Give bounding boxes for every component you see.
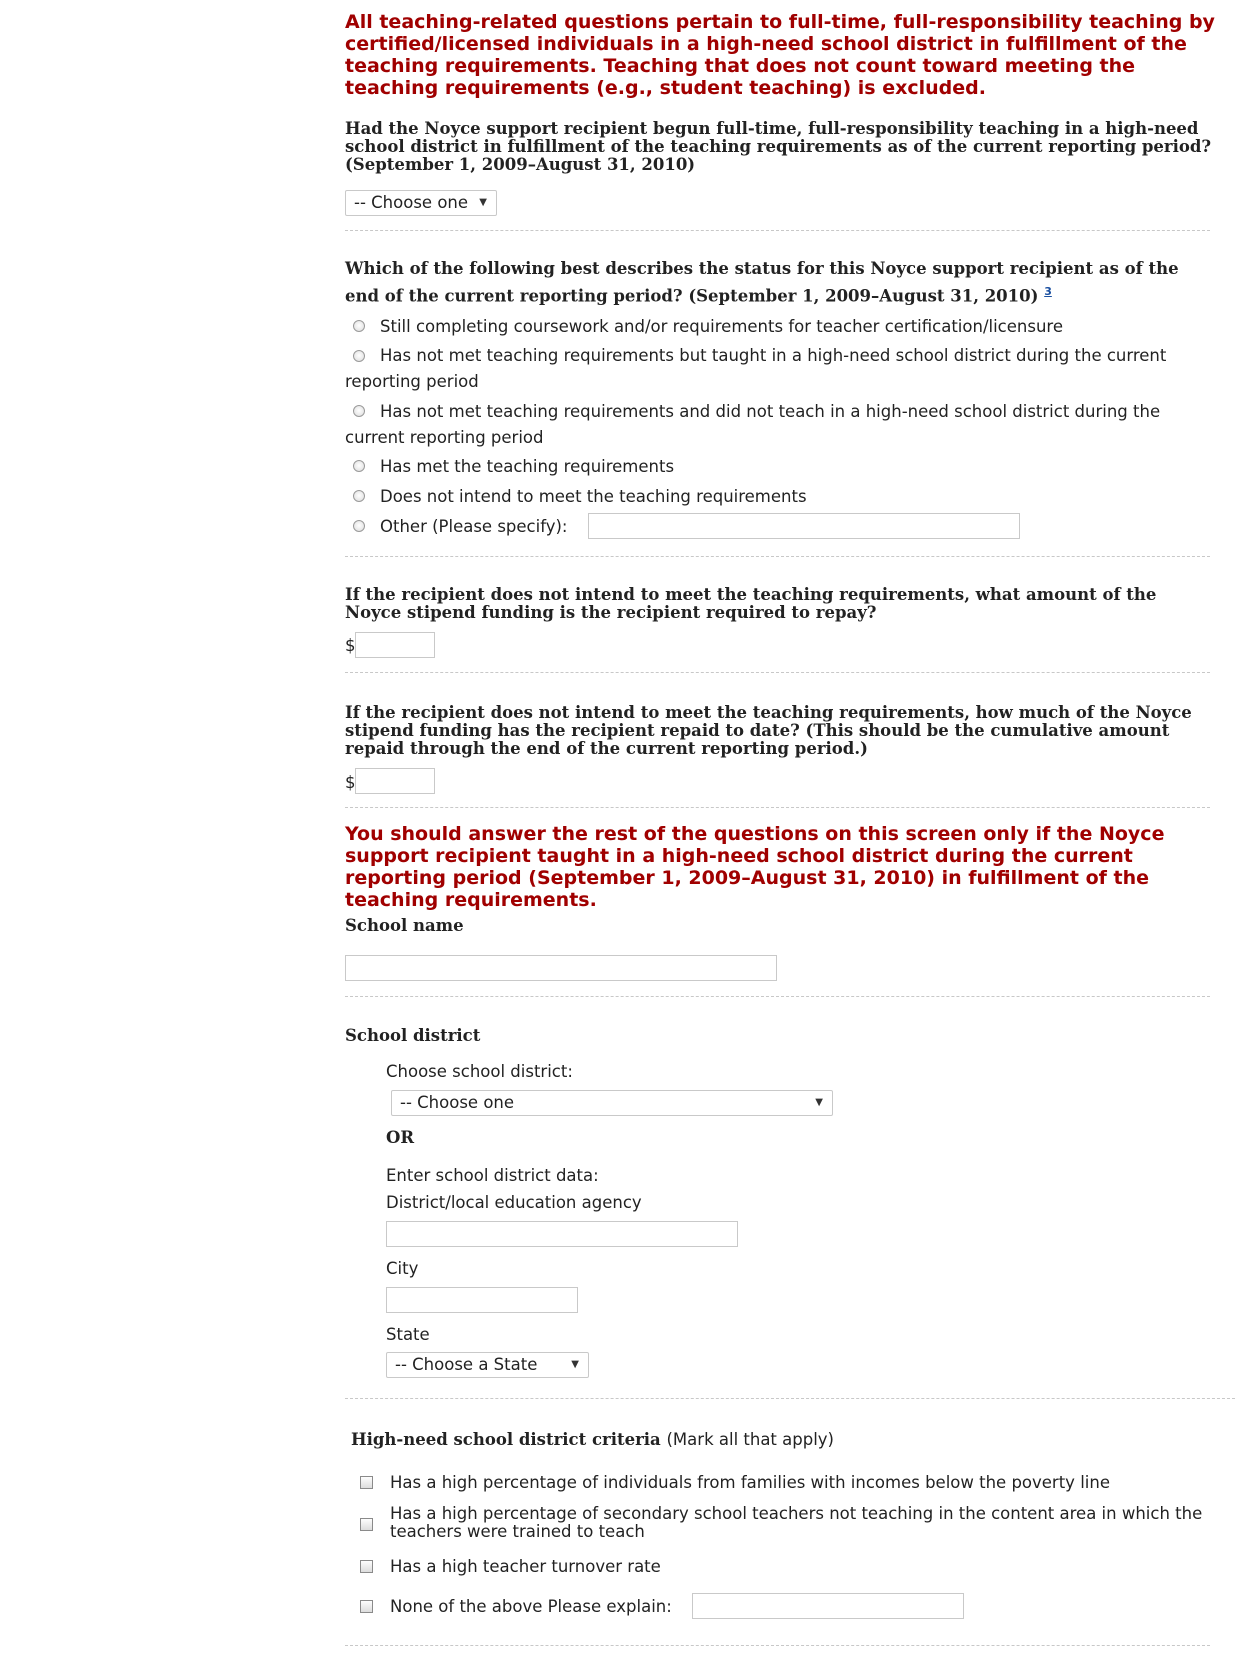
divider bbox=[345, 1398, 1235, 1399]
criteria-option-label: Has a high percentage of individuals from families with incomes below the poverty line bbox=[390, 1473, 1110, 1492]
agency-label: District/local education agency bbox=[386, 1193, 642, 1212]
repay-required-input[interactable] bbox=[355, 632, 435, 658]
divider bbox=[345, 996, 1210, 997]
criteria-option-label: Has a high percentage of secondary school teachers not teaching in the content area in which the bbox=[390, 1504, 1203, 1523]
status-option-label: Has not met teaching requirements and did not teach in a high-need school district during the bbox=[380, 402, 1161, 421]
status-option-label: Has not met teaching requirements but taught in a high-need school district during the current bbox=[380, 346, 1167, 365]
criteria-option-label: Has a high teacher turnover rate bbox=[390, 1557, 661, 1576]
divider bbox=[345, 807, 1210, 808]
agency-input[interactable] bbox=[386, 1221, 738, 1247]
status-option-label: Still completing coursework and/or requirements for teacher certification/licensure bbox=[380, 317, 1063, 336]
select-value: -- Choose a State bbox=[395, 1355, 538, 1374]
or-label: OR bbox=[386, 1128, 415, 1147]
question-repay-required: If the recipient does not intend to meet the teaching requirements, what amount of the Noyce stipend funding is the recipient required to repay? bbox=[345, 585, 1157, 622]
school-name-label: School name bbox=[345, 916, 464, 935]
enter-district-data-label: Enter school district data: bbox=[386, 1166, 599, 1185]
city-input[interactable] bbox=[386, 1287, 578, 1313]
criteria-checkbox-out-of-field[interactable] bbox=[360, 1518, 373, 1531]
chevron-down-icon: ▼ bbox=[815, 1097, 823, 1108]
currency-symbol: $ bbox=[345, 773, 356, 792]
chevron-down-icon: ▼ bbox=[479, 197, 487, 208]
question-repaid-to-date: If the recipient does not intend to meet the teaching requirements, how much of the Noyce stipend funding has the recipient repaid to date? (This should be the cumulative amount repaid through the end of the current reporting period.) bbox=[345, 703, 1192, 758]
intro-note: All teaching-related questions pertain to full-time, full-responsibility teaching by certified/licensed individuals in a high-need school district in fulfillment of the teaching requirements. Teaching that does not count toward meeting the teaching requirements (e.g., student teaching) is excluded. bbox=[345, 11, 1215, 99]
state-label: State bbox=[386, 1325, 430, 1344]
criteria-hint: (Mark all that apply) bbox=[666, 1430, 834, 1449]
footnote-link[interactable]: 3 bbox=[1044, 285, 1052, 298]
currency-symbol: $ bbox=[345, 636, 356, 655]
divider bbox=[345, 230, 1210, 231]
divider bbox=[345, 672, 1210, 673]
begun-teaching-select[interactable] bbox=[345, 190, 497, 216]
divider bbox=[345, 556, 1210, 557]
question-begun-teaching: Had the Noyce support recipient begun full-time, full-responsibility teaching in a high-need school district in fulfillment of the teaching requirements as of the current reporting period? (September 1, 2009–August 31, 2010) bbox=[345, 119, 1212, 174]
status-radio-does-not-intend[interactable] bbox=[353, 490, 365, 502]
status-radio-not-met-taught[interactable] bbox=[353, 350, 365, 362]
criteria-checkbox-none[interactable] bbox=[360, 1600, 373, 1613]
status-other-input[interactable] bbox=[588, 513, 1020, 539]
school-district-select[interactable] bbox=[391, 1090, 833, 1116]
chevron-down-icon: ▼ bbox=[571, 1359, 579, 1370]
criteria-option-label: None of the above Please explain: bbox=[390, 1597, 672, 1616]
status-option-label-continued: reporting period bbox=[345, 372, 479, 391]
criteria-label: High-need school district criteria bbox=[351, 1430, 661, 1449]
school-name-input[interactable] bbox=[345, 955, 777, 981]
status-radio-has-met[interactable] bbox=[353, 460, 365, 472]
status-option-label: Does not intend to meet the teaching requirements bbox=[380, 487, 807, 506]
none-explain-input[interactable] bbox=[692, 1593, 964, 1619]
question-status-text: Which of the following best describes the status for this Noyce support recipient as of the end of the current reporting period? (September 1, 2009–August 31, 2010) bbox=[345, 259, 1179, 306]
criteria-option-label-continued: teachers were trained to teach bbox=[390, 1522, 645, 1541]
school-district-label: School district bbox=[345, 1026, 481, 1045]
status-radio-other[interactable] bbox=[353, 520, 365, 532]
criteria-checkbox-turnover[interactable] bbox=[360, 1560, 373, 1573]
divider bbox=[345, 1645, 1210, 1646]
question-status bbox=[345, 257, 1215, 308]
repaid-to-date-input[interactable] bbox=[355, 768, 435, 794]
criteria-heading bbox=[351, 1431, 1221, 1449]
status-radio-still-completing[interactable] bbox=[353, 320, 365, 332]
rest-of-questions-note: You should answer the rest of the questions on this screen only if the Noyce support recipient taught in a high-need school district during the current reporting period (September 1, 2009–August 31, 2010) in fulfillment of the teaching requirements. bbox=[345, 823, 1165, 911]
criteria-checkbox-poverty[interactable] bbox=[360, 1476, 373, 1489]
status-option-label: Has met the teaching requirements bbox=[380, 457, 675, 476]
status-radio-not-met-not-taught[interactable] bbox=[353, 405, 365, 417]
state-select[interactable] bbox=[386, 1352, 589, 1378]
city-label: City bbox=[386, 1259, 419, 1278]
status-option-label: Other (Please specify): bbox=[380, 517, 568, 536]
select-value: -- Choose one bbox=[354, 193, 469, 212]
choose-school-district-label: Choose school district: bbox=[386, 1062, 573, 1081]
select-value: -- Choose one bbox=[400, 1093, 515, 1112]
status-option-label-continued: current reporting period bbox=[345, 428, 544, 447]
